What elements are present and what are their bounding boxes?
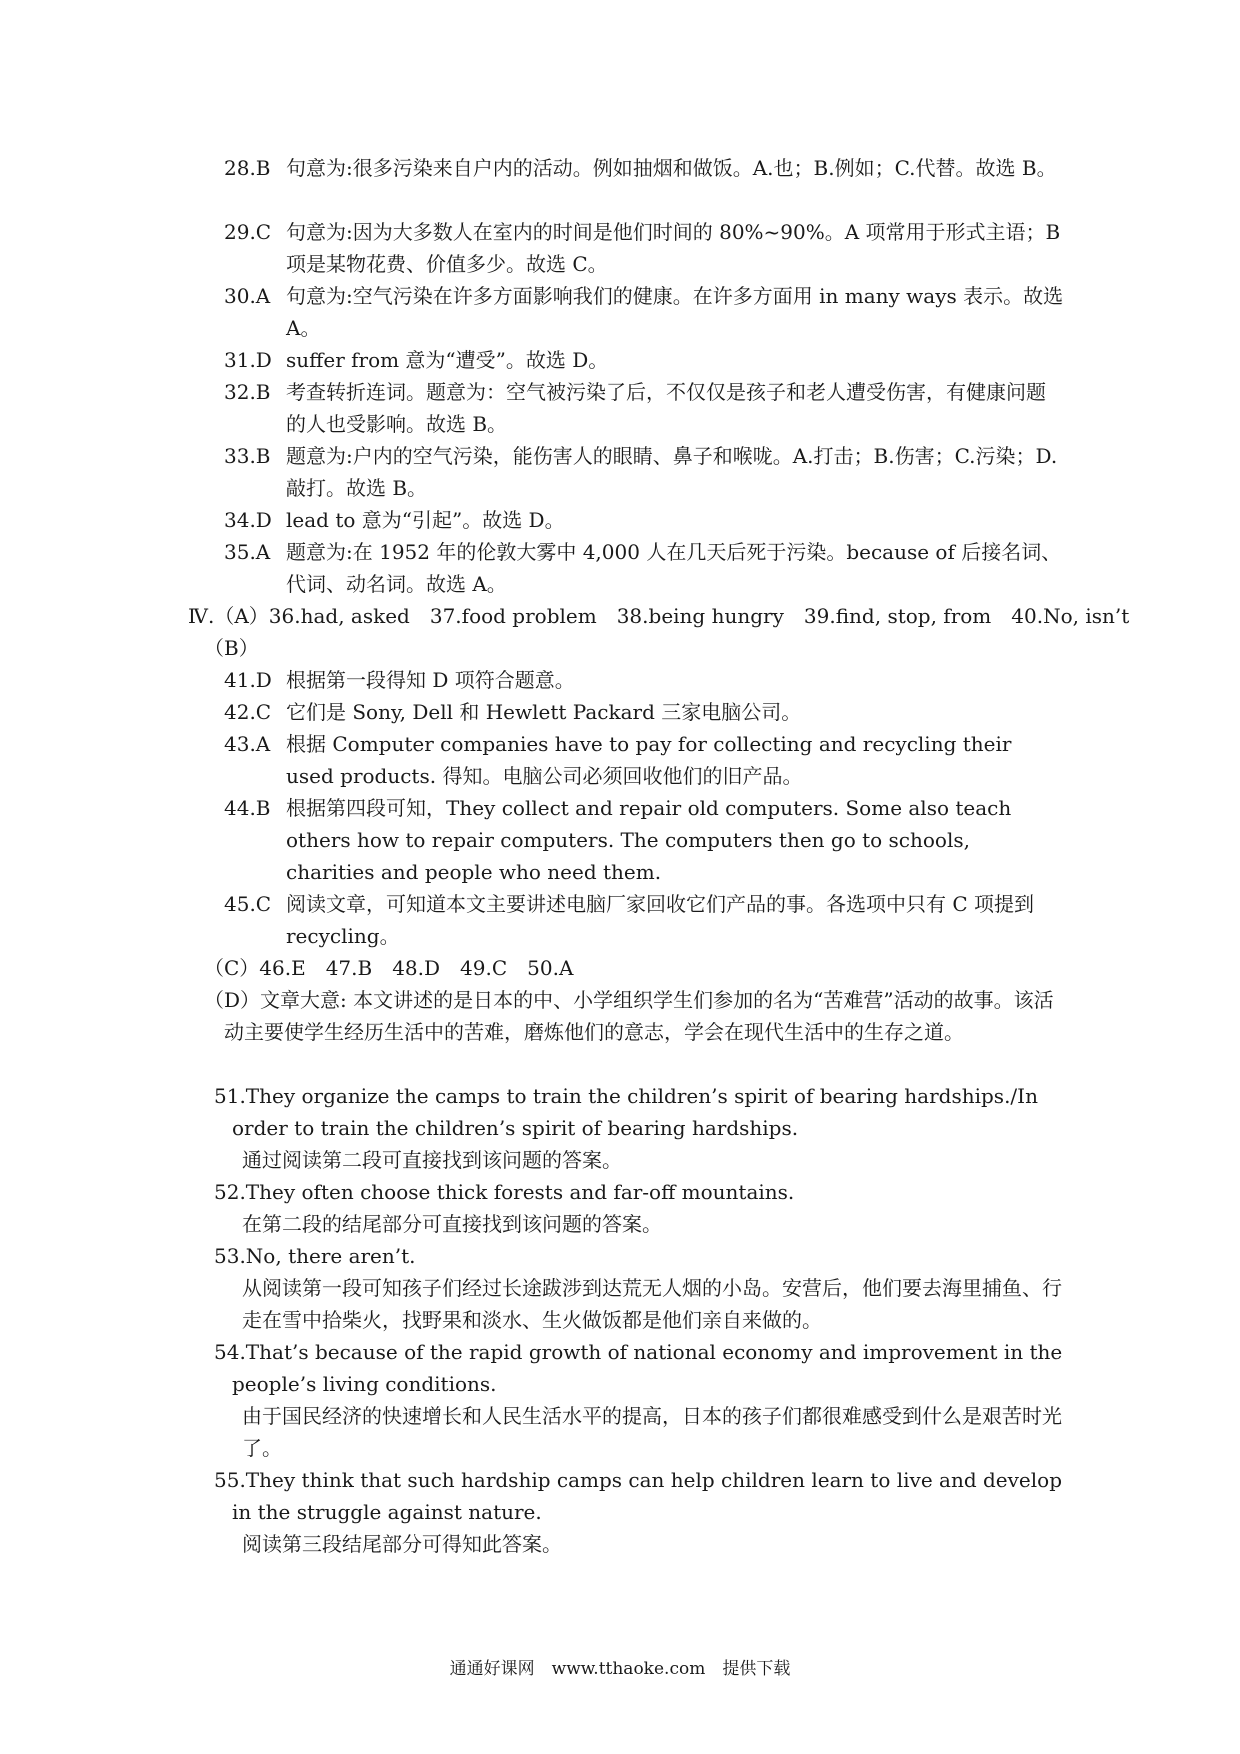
answer-number: 43.A: [224, 732, 271, 756]
answer-number: 35.A: [224, 540, 271, 564]
answer-item-52: [214, 1176, 1064, 1240]
answer-number: 45.C: [224, 892, 272, 916]
answer-number: 44.B: [224, 796, 271, 820]
answer-item-42: [224, 696, 1064, 728]
answer-text: 51.They organize the camps to train the children’s spirit of bearing hardships./In order to train the children’s spirit of bearing hardships.: [214, 1084, 1038, 1140]
answer-explanation: 题意为:户内的空气污染，能伤害人的眼睛、鼻子和喉咙。A.打击；B.伤害；C.污染；D.敲打。故选 B。: [286, 444, 1058, 500]
answer-explanation: 句意为:因为大多数人在室内的时间是他们时间的 80%~90%。A 项常用于形式主语；B 项是某物花费、价值多少。故选 C。: [286, 220, 1061, 276]
answer-item-28: [224, 152, 1064, 184]
answer-number: 29.C: [224, 220, 272, 244]
answer-item-51: [214, 1080, 1064, 1176]
section-iv-heading: Ⅳ.（A）36.had, asked 37.food problem 38.being hungry 39.find, stop, from 40.No, isn’t: [188, 604, 1130, 628]
answer-item-35: [224, 536, 1064, 600]
answer-number: 28.B: [224, 156, 271, 180]
answer-text: 53.No, there aren’t.: [214, 1244, 416, 1268]
answer-number: 31.D: [224, 348, 272, 372]
answer-item-32: [224, 376, 1064, 440]
answer-explanation: 阅读文章，可知道本文主要讲述电脑厂家回收它们产品的事。各选项中只有 C 项提到 recycling。: [286, 892, 1035, 948]
answer-note: 由于国民经济的快速增长和人民生活水平的提高，日本的孩子们都很难感受到什么是艰苦时光了。: [242, 1404, 1062, 1460]
answer-item-54: [214, 1336, 1064, 1464]
answer-explanation: 考查转折连词。题意为：空气被污染了后，不仅仅是孩子和老人遭受伤害，有健康问题的人也受影响。故选 B。: [286, 380, 1046, 436]
answer-note: 阅读第三段结尾部分可得知此答案。: [242, 1532, 562, 1556]
answer-number: 32.B: [224, 380, 271, 404]
answer-item-29: [224, 216, 1064, 280]
answer-explanation: 它们是 Sony, Dell 和 Hewlett Packard 三家电脑公司。: [286, 700, 802, 724]
section-c-answers: （C）46.E 47.B 48.D 49.C 50.A: [204, 956, 574, 980]
answer-text: 54.That’s because of the rapid growth of national economy and improvement in the people’s living conditions.: [214, 1340, 1063, 1396]
page-footer: 通通好课网 www.tthaoke.com 提供下载: [449, 1659, 791, 1679]
answer-text: 55.They think that such hardship camps can help children learn to live and develop in the struggle against nature.: [214, 1468, 1062, 1524]
answer-number: 41.D: [224, 668, 272, 692]
answer-item-44: [224, 792, 1064, 888]
answer-explanation: 句意为:空气污染在许多方面影响我们的健康。在许多方面用 in many ways 表示。故选 A。: [286, 284, 1064, 340]
answer-explanation: 题意为:在 1952 年的伦敦大雾中 4,000 人在几天后死于污染。because of 后接名词、代词、动名词。故选 A。: [286, 540, 1062, 596]
answer-note: 通过阅读第二段可直接找到该问题的答案。: [242, 1148, 622, 1172]
answer-item-34: [224, 504, 1064, 536]
answer-explanation: 根据第四段可知，They collect and repair old computers. Some also teach others how to repair computers. The computers then go to schools, charities and people who need them.: [286, 796, 1012, 884]
answer-item-41: [224, 664, 1064, 696]
section-d-summary: （D）文章大意: 本文讲述的是日本的中、小学组织学生们参加的名为“苦难营”活动的故事。该活动主要使学生经历生活中的苦难，磨炼他们的意志，学会在现代生活中的生存之道。: [204, 988, 1054, 1044]
answer-explanation: suffer from 意为“遭受”。故选 D。: [286, 348, 609, 372]
answer-number: 33.B: [224, 444, 271, 468]
answer-item-33: [224, 440, 1064, 504]
answer-item-30: [224, 280, 1064, 344]
answer-number: 30.A: [224, 284, 271, 308]
answer-explanation: 根据第一段得知 D 项符合题意。: [286, 668, 575, 692]
answer-explanation: 句意为:很多污染来自户内的活动。例如抽烟和做饭。A.也；B.例如；C.代替。故选 B。: [286, 156, 1057, 180]
answer-note: 从阅读第一段可知孩子们经过长途跋涉到达荒无人烟的小岛。安营后，他们要去海里捕鱼、行走在雪中拾柴火，找野果和淡水、生火做饭都是他们亲自来做的。: [242, 1276, 1062, 1332]
answer-item-53: [214, 1240, 1064, 1336]
answer-item-43: [224, 728, 1064, 792]
answer-number: 34.D: [224, 508, 272, 532]
answer-explanation: lead to 意为“引起”。故选 D。: [286, 508, 565, 532]
answer-note: 在第二段的结尾部分可直接找到该问题的答案。: [242, 1212, 662, 1236]
answer-item-55: [214, 1464, 1064, 1560]
answer-text: 52.They often choose thick forests and far-off mountains.: [214, 1180, 795, 1204]
answer-explanation: 根据 Computer companies have to pay for collecting and recycling their used products. 得知。电脑公司必须回收他们的旧产品。: [286, 732, 1012, 788]
answer-number: 42.C: [224, 700, 272, 724]
answer-item-45: [224, 888, 1064, 952]
section-b-label: （B）: [204, 636, 259, 660]
answer-item-31: [224, 344, 1064, 376]
